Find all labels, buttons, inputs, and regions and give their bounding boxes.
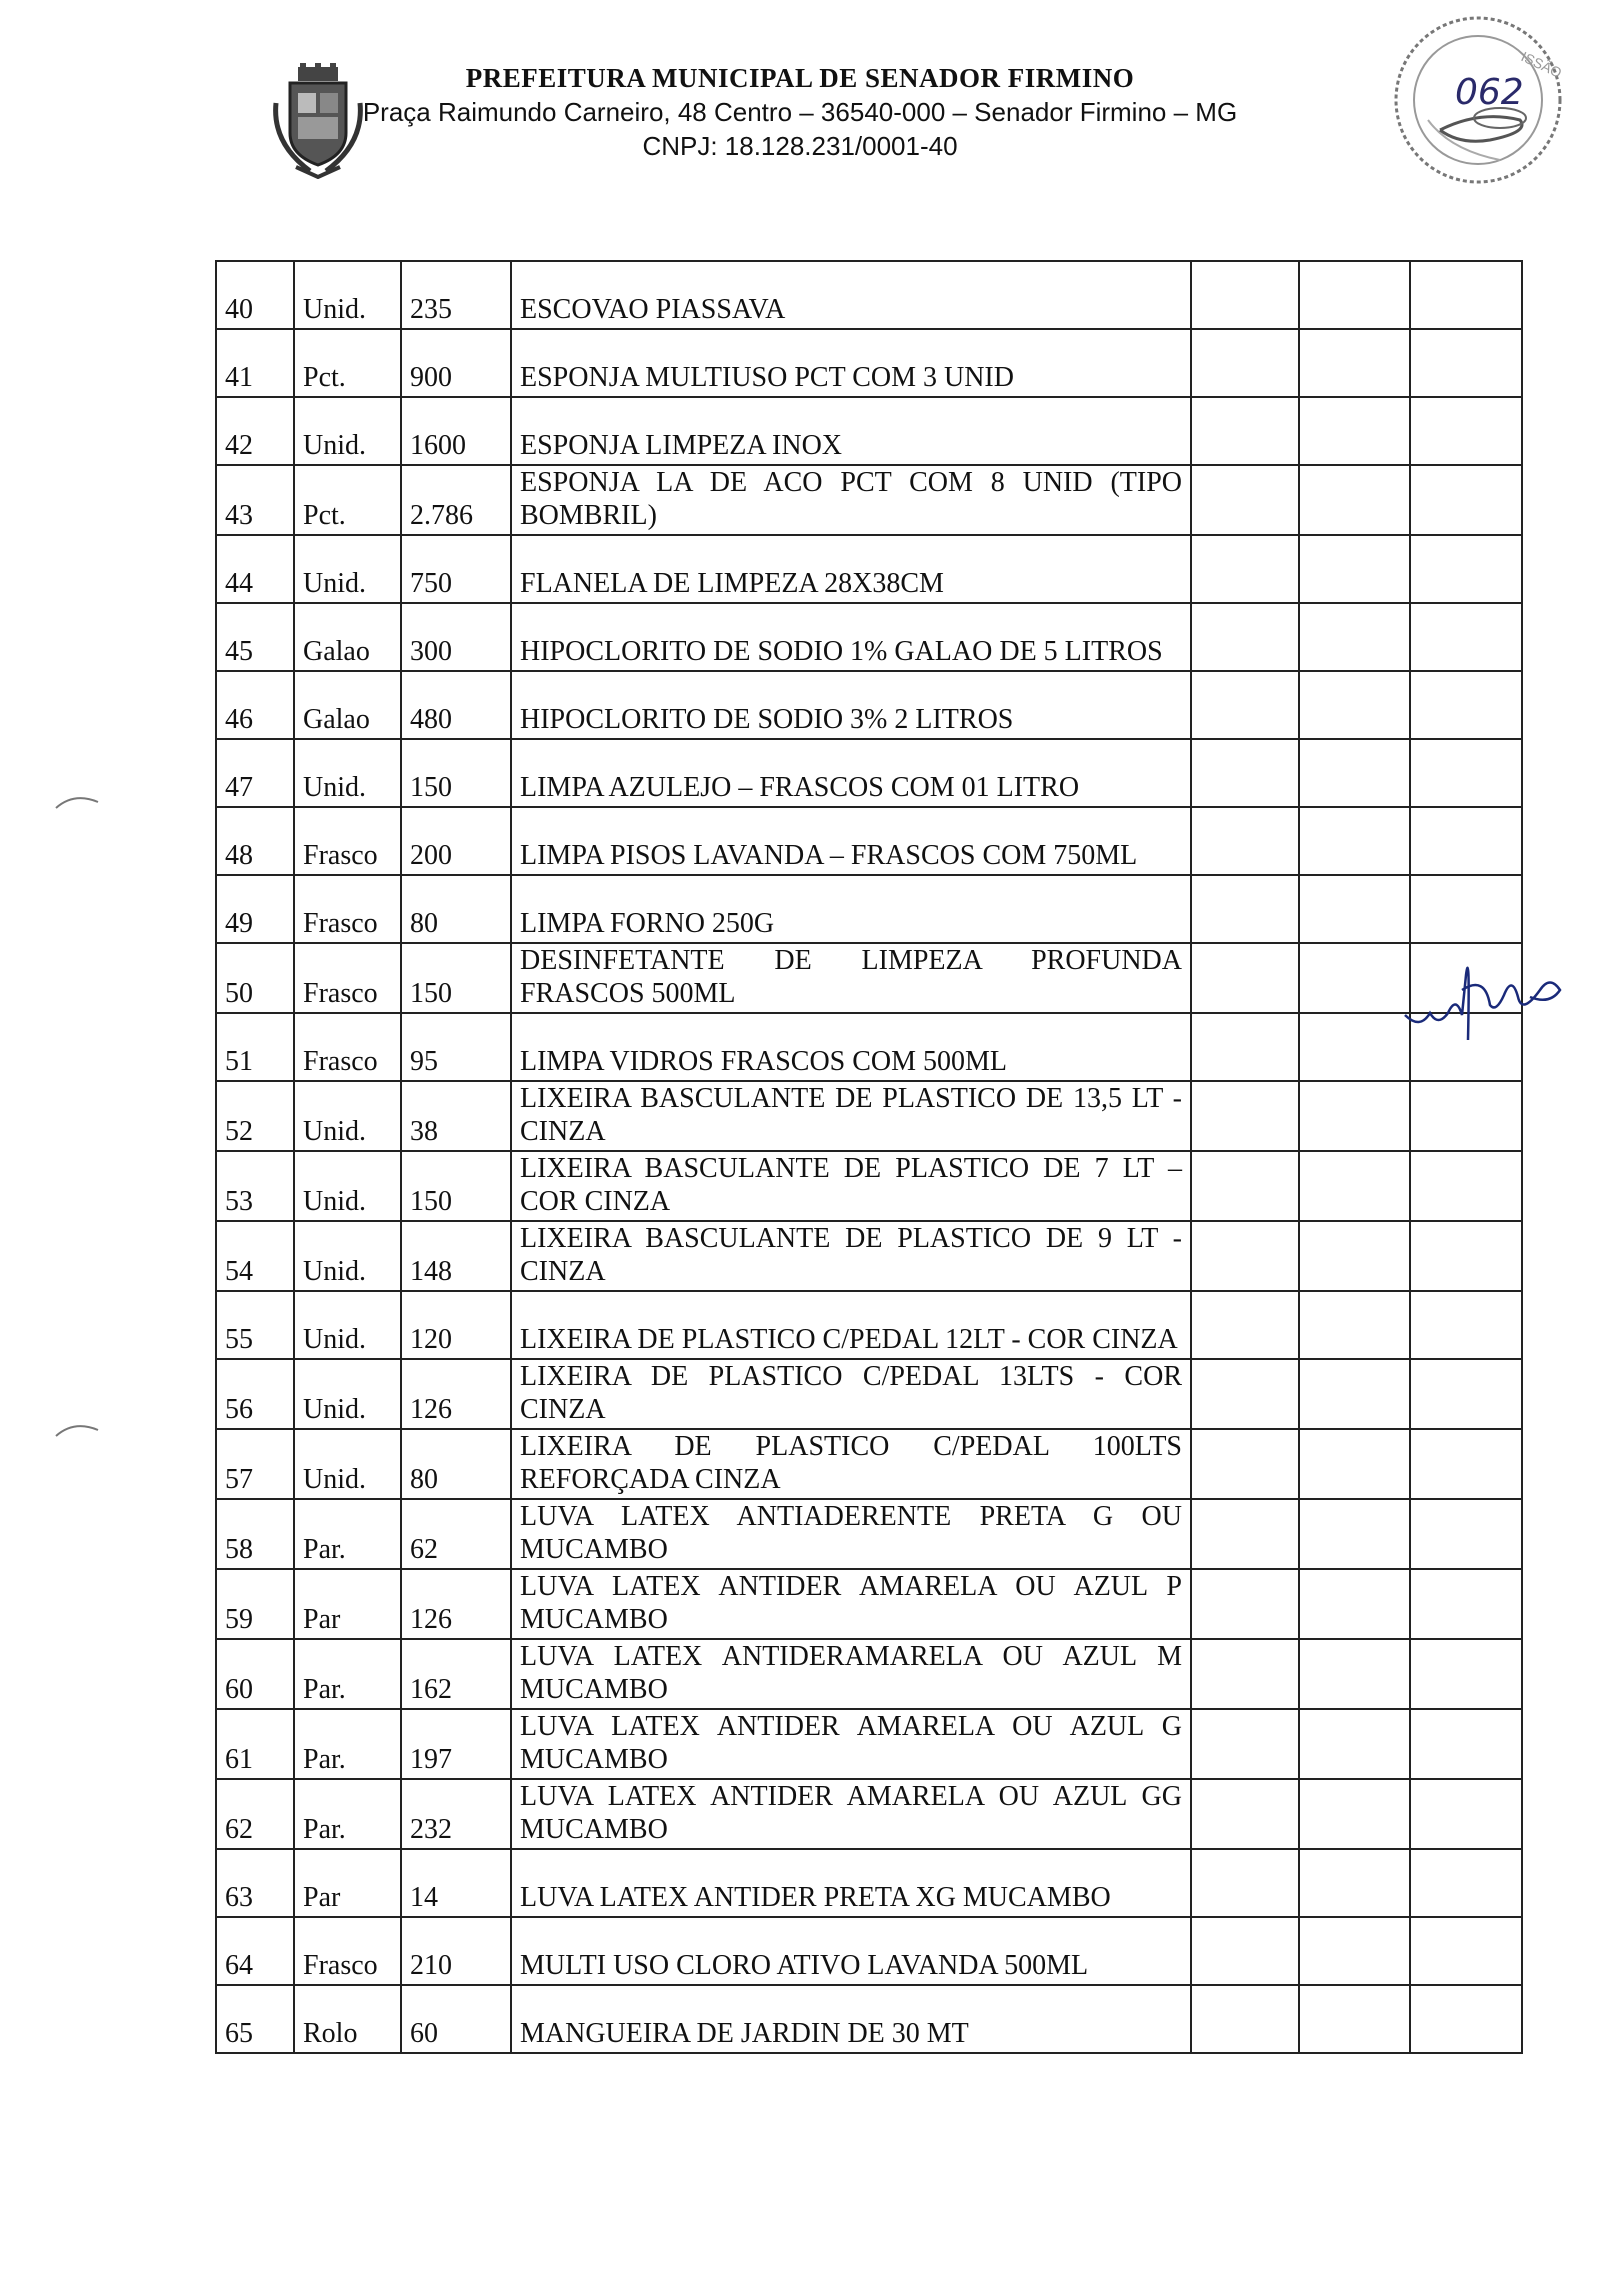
total-cell [1299,1849,1410,1917]
item-number: 62 [216,1779,294,1849]
price-cell [1191,397,1299,465]
extra-cell [1410,603,1522,671]
item-quantity: 1600 [401,397,511,465]
table-row [216,1359,1522,1429]
item-unit: Pct. [294,465,401,535]
item-number: 43 [216,465,294,535]
item-description: ESPONJA LA DE ACO PCT COM 8 UNID (TIPO BOMBRIL) [511,465,1191,535]
extra-cell [1410,261,1522,329]
item-unit: Frasco [294,1917,401,1985]
item-quantity: 162 [401,1639,511,1709]
table-row [216,1917,1522,1985]
table-row [216,261,1522,329]
table-row [216,943,1522,1013]
price-cell [1191,1291,1299,1359]
table-row [216,739,1522,807]
item-unit: Unid. [294,1221,401,1291]
item-quantity: 80 [401,1429,511,1499]
item-description: HIPOCLORITO DE SODIO 3% 2 LITROS [511,671,1191,739]
extra-cell [1410,1151,1522,1221]
item-number: 64 [216,1917,294,1985]
item-number: 49 [216,875,294,943]
item-quantity: 14 [401,1849,511,1917]
total-cell [1299,875,1410,943]
price-cell [1191,671,1299,739]
item-number: 57 [216,1429,294,1499]
total-cell [1299,535,1410,603]
table-row [216,1429,1522,1499]
price-cell [1191,261,1299,329]
extra-cell [1410,875,1522,943]
extra-cell [1410,397,1522,465]
total-cell [1299,1709,1410,1779]
item-unit: Galao [294,671,401,739]
item-unit: Par [294,1849,401,1917]
item-number: 58 [216,1499,294,1569]
item-quantity: 38 [401,1081,511,1151]
price-cell [1191,1013,1299,1081]
price-cell [1191,1081,1299,1151]
item-number: 50 [216,943,294,1013]
item-description: LIMPA FORNO 250G [511,875,1191,943]
svg-text:ISSÃO: ISSÃO [1518,48,1565,81]
extra-cell [1410,1291,1522,1359]
item-description: ESCOVAO PIASSAVA [511,261,1191,329]
table-row [216,1221,1522,1291]
total-cell [1299,1985,1410,2053]
price-cell [1191,1151,1299,1221]
item-number: 47 [216,739,294,807]
price-cell [1191,329,1299,397]
item-description: LUVA LATEX ANTIDER AMARELA OU AZUL GG MUCAMBO [511,1779,1191,1849]
extra-cell [1410,535,1522,603]
table-row [216,1985,1522,2053]
item-number: 42 [216,397,294,465]
price-cell [1191,1499,1299,1569]
punch-mark [52,1418,102,1440]
price-cell [1191,1779,1299,1849]
price-cell [1191,1917,1299,1985]
item-description: LIXEIRA BASCULANTE DE PLASTICO DE 13,5 LT - CINZA [511,1081,1191,1151]
table-row [216,329,1522,397]
item-unit: Par. [294,1639,401,1709]
extra-cell [1410,1081,1522,1151]
item-unit: Frasco [294,1013,401,1081]
table-row [216,1849,1522,1917]
item-number: 45 [216,603,294,671]
table-row [216,671,1522,739]
total-cell [1299,1081,1410,1151]
item-description: MANGUEIRA DE JARDIN DE 30 MT [511,1985,1191,2053]
item-description: ESPONJA MULTIUSO PCT COM 3 UNID [511,329,1191,397]
item-number: 65 [216,1985,294,2053]
item-number: 46 [216,671,294,739]
item-number: 40 [216,261,294,329]
total-cell [1299,1639,1410,1709]
item-description: FLANELA DE LIMPEZA 28X38CM [511,535,1191,603]
price-cell [1191,1709,1299,1779]
item-unit: Unid. [294,739,401,807]
item-description: LIXEIRA BASCULANTE DE PLASTICO DE 7 LT – COR CINZA [511,1151,1191,1221]
total-cell [1299,943,1410,1013]
price-cell [1191,1569,1299,1639]
price-cell [1191,465,1299,535]
item-number: 52 [216,1081,294,1151]
item-unit: Unid. [294,397,401,465]
price-cell [1191,1429,1299,1499]
item-quantity: 900 [401,329,511,397]
price-cell [1191,943,1299,1013]
item-quantity: 480 [401,671,511,739]
item-quantity: 95 [401,1013,511,1081]
item-quantity: 60 [401,1985,511,2053]
total-cell [1299,1429,1410,1499]
item-description: LUVA LATEX ANTIADERENTE PRETA G OU MUCAMBO [511,1499,1191,1569]
total-cell [1299,1779,1410,1849]
total-cell [1299,1499,1410,1569]
extra-cell [1410,1569,1522,1639]
item-quantity: 200 [401,807,511,875]
total-cell [1299,603,1410,671]
extra-cell [1410,739,1522,807]
item-quantity: 126 [401,1359,511,1429]
item-unit: Galao [294,603,401,671]
total-cell [1299,1151,1410,1221]
document-header [0,55,1600,175]
item-description: LUVA LATEX ANTIDER AMARELA OU AZUL G MUCAMBO [511,1709,1191,1779]
extra-cell [1410,1779,1522,1849]
item-unit: Rolo [294,1985,401,2053]
item-description: LUVA LATEX ANTIDERAMARELA OU AZUL M MUCAMBO [511,1639,1191,1709]
price-cell [1191,807,1299,875]
total-cell [1299,1359,1410,1429]
item-quantity: 150 [401,739,511,807]
table-row [216,807,1522,875]
item-number: 55 [216,1291,294,1359]
total-cell [1299,1013,1410,1081]
stamp-page-number: 062 [1455,72,1524,113]
item-quantity: 148 [401,1221,511,1291]
table-row [216,1639,1522,1709]
total-cell [1299,1221,1410,1291]
item-description: MULTI USO CLORO ATIVO LAVANDA 500ML [511,1917,1191,1985]
extra-cell [1410,1917,1522,1985]
item-description: LIXEIRA DE PLASTICO C/PEDAL 13LTS - COR CINZA [511,1359,1191,1429]
total-cell [1299,1917,1410,1985]
item-number: 59 [216,1569,294,1639]
item-number: 48 [216,807,294,875]
total-cell [1299,807,1410,875]
items-table-container [215,260,1521,2054]
handwritten-signature [1400,935,1580,1045]
total-cell [1299,329,1410,397]
price-cell [1191,1985,1299,2053]
item-quantity: 300 [401,603,511,671]
extra-cell [1410,1639,1522,1709]
item-quantity: 235 [401,261,511,329]
item-unit: Par. [294,1779,401,1849]
total-cell [1299,1569,1410,1639]
item-description: LUVA LATEX ANTIDER AMARELA OU AZUL P MUCAMBO [511,1569,1191,1639]
punch-mark [52,790,102,812]
table-row [216,1709,1522,1779]
price-cell [1191,535,1299,603]
total-cell [1299,465,1410,535]
item-number: 61 [216,1709,294,1779]
table-row [216,1081,1522,1151]
price-cell [1191,603,1299,671]
total-cell [1299,397,1410,465]
item-description: LIMPA VIDROS FRASCOS COM 500ML [511,1013,1191,1081]
item-quantity: 120 [401,1291,511,1359]
table-row [216,1499,1522,1569]
item-quantity: 126 [401,1569,511,1639]
extra-cell [1410,465,1522,535]
item-description: LIMPA PISOS LAVANDA – FRASCOS COM 750ML [511,807,1191,875]
item-unit: Unid. [294,1429,401,1499]
total-cell [1299,261,1410,329]
item-unit: Unid. [294,1359,401,1429]
item-quantity: 197 [401,1709,511,1779]
table-row [216,397,1522,465]
total-cell [1299,1291,1410,1359]
item-number: 56 [216,1359,294,1429]
item-description: LIXEIRA BASCULANTE DE PLASTICO DE 9 LT - CINZA [511,1221,1191,1291]
price-cell [1191,739,1299,807]
item-number: 60 [216,1639,294,1709]
items-table [215,260,1523,2054]
item-quantity: 210 [401,1917,511,1985]
item-unit: Unid. [294,1291,401,1359]
item-quantity: 750 [401,535,511,603]
item-description: LUVA LATEX ANTIDER PRETA XG MUCAMBO [511,1849,1191,1917]
item-quantity: 62 [401,1499,511,1569]
item-unit: Par. [294,1709,401,1779]
extra-cell [1410,1709,1522,1779]
table-row [216,535,1522,603]
item-description: DESINFETANTE DE LIMPEZA PROFUNDA FRASCOS 500ML [511,943,1191,1013]
table-row [216,603,1522,671]
item-unit: Frasco [294,807,401,875]
item-number: 44 [216,535,294,603]
price-cell [1191,1221,1299,1291]
item-unit: Unid. [294,1151,401,1221]
item-number: 63 [216,1849,294,1917]
table-row [216,1151,1522,1221]
item-unit: Par. [294,1499,401,1569]
item-number: 41 [216,329,294,397]
item-description: LIMPA AZULEJO – FRASCOS COM 01 LITRO [511,739,1191,807]
extra-cell [1410,1359,1522,1429]
extra-cell [1410,329,1522,397]
table-row [216,1013,1522,1081]
item-quantity: 150 [401,943,511,1013]
item-unit: Unid. [294,261,401,329]
table-row [216,1779,1522,1849]
item-number: 51 [216,1013,294,1081]
price-cell [1191,875,1299,943]
item-unit: Par [294,1569,401,1639]
item-description: ESPONJA LIMPEZA INOX [511,397,1191,465]
extra-cell [1410,807,1522,875]
item-unit: Frasco [294,943,401,1013]
table-row [216,465,1522,535]
item-description: LIXEIRA DE PLASTICO C/PEDAL 12LT - COR CINZA [511,1291,1191,1359]
cnpj-line: CNPJ: 18.128.231/0001-40 [642,131,958,161]
price-cell [1191,1849,1299,1917]
extra-cell [1410,671,1522,739]
item-number: 53 [216,1151,294,1221]
total-cell [1299,671,1410,739]
page-title: PREFEITURA MUNICIPAL DE SENADOR FIRMINO [465,63,1135,93]
item-quantity: 232 [401,1779,511,1849]
item-unit: Unid. [294,535,401,603]
item-quantity: 2.786 [401,465,511,535]
price-cell [1191,1359,1299,1429]
extra-cell [1410,1985,1522,2053]
item-quantity: 150 [401,1151,511,1221]
commission-stamp [1370,0,1570,200]
extra-cell [1410,1849,1522,1917]
item-description: LIXEIRA DE PLASTICO C/PEDAL 100LTS REFORÇADA CINZA [511,1429,1191,1499]
price-cell [1191,1639,1299,1709]
table-row [216,1569,1522,1639]
item-unit: Unid. [294,1081,401,1151]
total-cell [1299,739,1410,807]
item-unit: Pct. [294,329,401,397]
extra-cell [1410,1429,1522,1499]
extra-cell [1410,1499,1522,1569]
table-row [216,875,1522,943]
item-description: HIPOCLORITO DE SODIO 1% GALAO DE 5 LITROS [511,603,1191,671]
table-row [216,1291,1522,1359]
extra-cell [1410,1221,1522,1291]
item-quantity: 80 [401,875,511,943]
item-unit: Frasco [294,875,401,943]
address-line: Praça Raimundo Carneiro, 48 Centro – 36540-000 – Senador Firmino – MG [362,97,1238,127]
item-number: 54 [216,1221,294,1291]
